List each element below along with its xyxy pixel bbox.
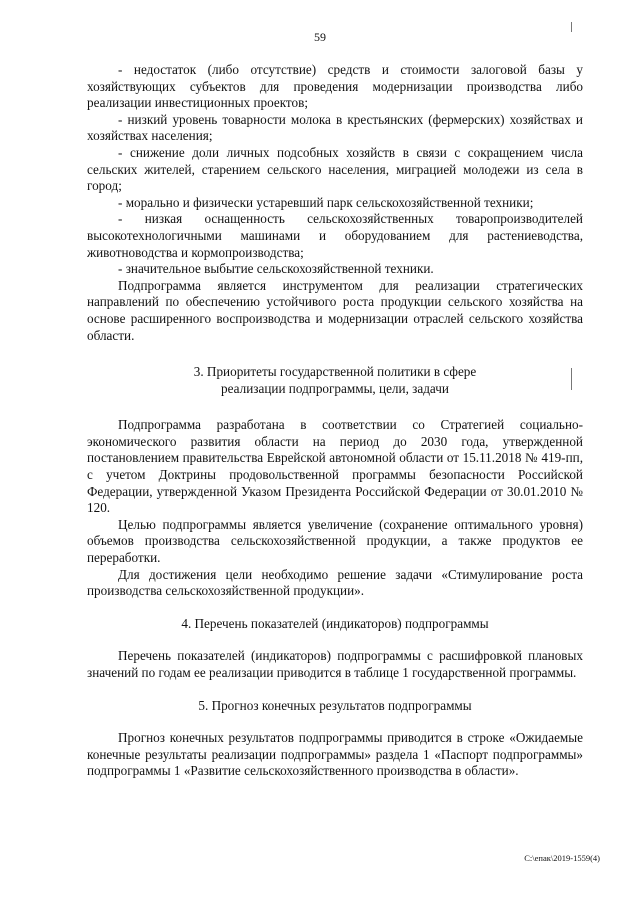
intro-paragraph: Подпрограмма является инструментом для реализации стратегических направлений по обеспечению устойчивого роста продукции сельского хозяйства на основе расширенного воспроизводства и модернизации отраслей сельского хозяйства области. — [87, 277, 583, 343]
footer-document-code: С:\eпак\2019-1559(4) — [524, 853, 600, 863]
bullet-item: - низкий уровень товарности молока в крестьянских (фермерских) хозяйствах и хозяйствах населения; — [87, 111, 583, 144]
section-3-paragraph: Для достижения цели необходимо решение задачи «Стимулирование роста производства сельскохозяйственной продукции». — [87, 566, 583, 599]
bullet-item: - значительное выбытие сельскохозяйственной техники. — [118, 261, 434, 277]
section-3-paragraph: Целью подпрограммы является увеличение (сохранение оптимального уровня) объемов производства сельскохозяйственной продукции, а также продуктов ее переработки. — [87, 516, 583, 566]
page-number: 59 — [314, 30, 326, 44]
bullet-item: - низкая оснащенность сельскохозяйственных товаропроизводителей высокотехнологичными машинами и оборудованием для растениеводства, животноводства и кормопроизводства; — [87, 211, 583, 260]
section-3-heading-line1: 3. Приоритеты государственной политики в сфере — [193, 364, 477, 380]
section-4-paragraph: Перечень показателей (индикаторов) подпрограммы с расшифровкой плановых значений по годам ее реализации приводится в таблице 1 государственной программы. — [87, 648, 583, 680]
document-body — [87, 62, 583, 780]
bullet-item: - снижение доли личных подсобных хозяйств в связи с сокращением числа сельских жителей, старением сельского населения, миграцией молодежи из села в город; — [87, 144, 583, 194]
bullet-item: - недостаток (либо отсутствие) средств и стоимости залоговой базы у хозяйствующих субъектов для проведения модернизации производства либо реализации инвестиционных проектов; — [87, 62, 583, 111]
section-5-paragraph: Прогноз конечных результатов подпрограммы приводится в строке «Ожидаемые конечные результаты реализации подпрограммы» раздела 1 «Паспорт подпрограммы» подпрограммы 1 «Развитие сельскохозяйственного производства в области». — [87, 730, 583, 779]
section-4-heading: 4. Перечень показателей (индикаторов) подпрограммы — [181, 615, 489, 631]
section-3-heading-line2: реализации подпрограммы, цели, задачи — [221, 380, 449, 396]
section-3-heading — [87, 364, 583, 397]
section-5-heading: 5. Прогноз конечных результатов подпрограммы — [198, 697, 472, 713]
section-3-paragraph: Подпрограмма разработана в соответствии со Стратегией социально-экономического развития области на период до 2030 года, утвержденной постановлением правительства Еврейской автономной области от 15.11.2018 № 419-пп, с учетом Доктрины продовольственной программы безопасности Российской Федерации, утвержденной Указом Президента Российской Федерации от 30.01.2010 № 120. — [87, 417, 583, 516]
bullet-item: - морально и физически устаревший парк сельскохозяйственной техники; — [118, 194, 534, 210]
